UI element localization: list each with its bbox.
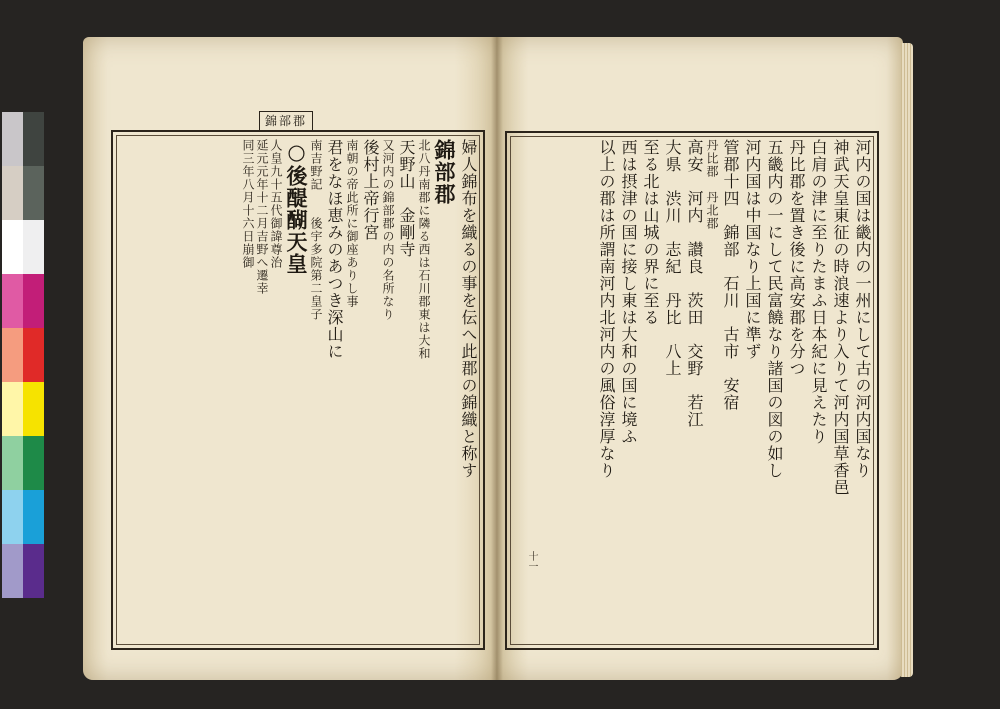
color-swatch <box>23 490 44 544</box>
text-column: 大県 渋川 志紀 丹比 八上 <box>663 139 682 377</box>
text-column: 五畿内の一にして民富饒なり諸国の図の如し <box>765 139 784 479</box>
text-column: 以上の郡は所謂南河内北河内の風俗淳厚なり <box>597 139 616 479</box>
text-column: 同三年八月十六日崩御 <box>241 139 255 269</box>
text-column: 河内国は中国なり上国に準ず <box>743 139 762 360</box>
left-text-columns <box>117 139 479 644</box>
text-column: 天野山 金剛寺 <box>397 139 416 258</box>
color-swatch <box>2 328 23 382</box>
text-column: 北八丹南郡に隣る西は石川郡東は大和 <box>417 139 431 360</box>
text-column: 高安 河内 讃良 茨田 交野 若江 <box>685 139 704 428</box>
text-column: 至る北は山城の界に至る <box>641 139 660 326</box>
right-text-columns <box>513 139 873 644</box>
text-column: 丹比郡 丹北郡 <box>705 139 719 230</box>
text-column: 又河内の錦部郡の内の名所なり <box>381 139 395 321</box>
color-swatch <box>2 166 23 220</box>
text-column: 管郡十四 錦部 石川 古市 安宿 <box>721 139 740 411</box>
color-swatch <box>2 382 23 436</box>
text-column: 南吉野記 後宇多院第二皇子 <box>309 139 323 321</box>
color-swatch <box>23 112 44 166</box>
color-swatch <box>2 112 23 166</box>
color-swatch <box>23 544 44 598</box>
text-column: 婦人錦布を織るの事を伝へ此郡の錦織と称す <box>459 139 478 479</box>
text-column: 白肩の津に至りたまふ日本紀に見えたり <box>809 139 828 445</box>
text-column: 南朝の帝此所に御座ありし事 <box>345 139 359 308</box>
text-column: 人皇九十五代御諱尊治 <box>269 139 283 269</box>
text-column: 丹比郡を置き後に高安郡を分つ <box>787 139 806 377</box>
page-edge <box>901 43 913 677</box>
color-swatch <box>2 220 23 274</box>
color-checker-strip <box>2 112 44 598</box>
color-swatch <box>2 436 23 490</box>
color-swatch <box>2 274 23 328</box>
text-column: 君をなほ恵みのあつき深山に <box>325 139 344 360</box>
color-swatch <box>2 544 23 598</box>
open-book <box>83 37 903 680</box>
color-swatch <box>23 274 44 328</box>
page-number: 十一 <box>526 551 537 571</box>
text-column: 錦部郡 <box>432 139 457 205</box>
text-column: 西は摂津の国に接し東は大和の国に境ふ <box>619 139 638 445</box>
text-column: 後村上帝行宮 <box>361 139 380 241</box>
chapter-title-tab: 錦部郡 <box>259 111 313 131</box>
color-swatch <box>23 166 44 220</box>
text-column: ○後醍醐天皇 <box>284 139 309 275</box>
text-column: 神武天皇東征の時浪速より入りて河内国草香邑 <box>831 139 850 496</box>
color-swatch <box>2 490 23 544</box>
color-swatch <box>23 328 44 382</box>
color-swatch <box>23 436 44 490</box>
color-swatch <box>23 220 44 274</box>
book-gutter <box>491 37 503 680</box>
text-column: 河内の国は畿内の一州にして古の河内国なり <box>853 139 872 479</box>
text-column: 延元元年十二月吉野へ遷幸 <box>255 139 269 295</box>
color-swatch <box>23 382 44 436</box>
